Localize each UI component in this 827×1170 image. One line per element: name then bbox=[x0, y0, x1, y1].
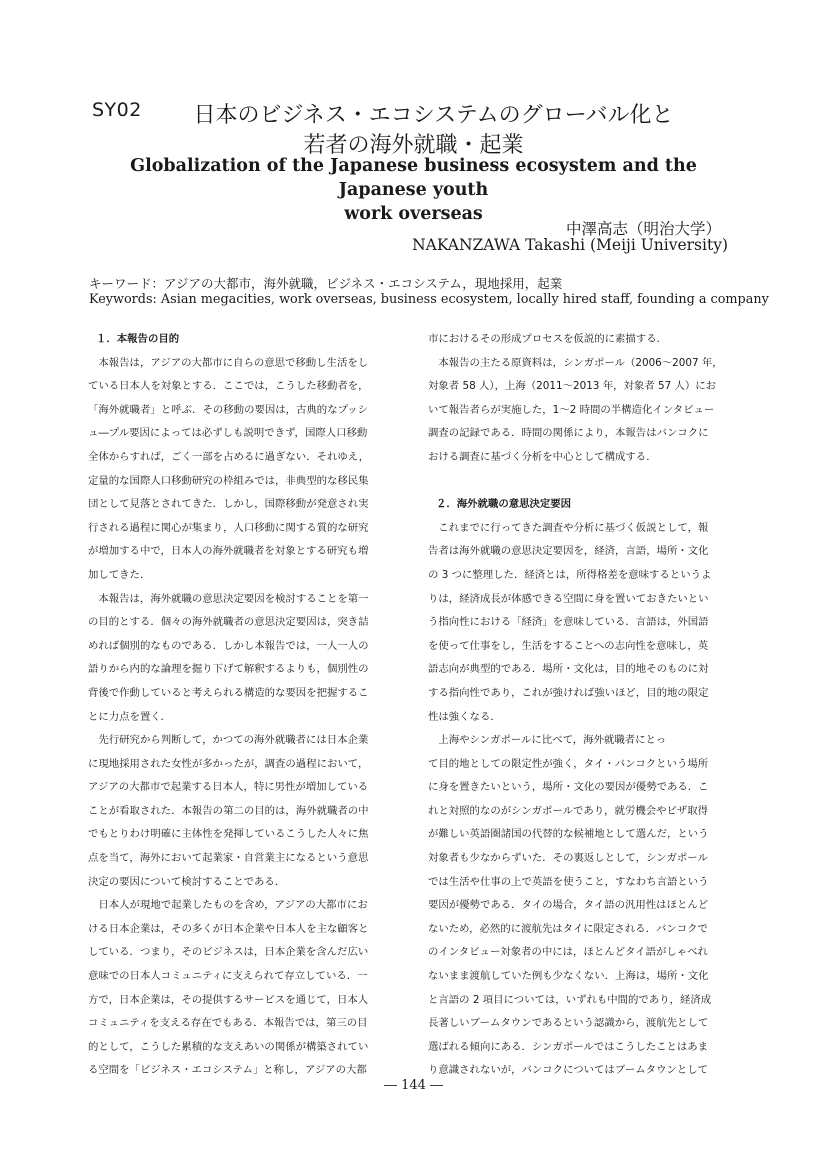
body-text-line: 方で，日本企業は，その提供するサービスを通じて，日本人 bbox=[88, 993, 369, 1006]
body-text-line: 告者は海外就職の意思決定要因を，経済，言語，場所・文化 bbox=[428, 545, 709, 558]
body-text-line: 対象者 58 人），上海（2011～2013 年，対象者 57 人）にお bbox=[428, 380, 717, 393]
body-text-line: 日本人が現地で起業したものを含め，アジアの大都市にお bbox=[88, 899, 368, 912]
body-text-line: する指向性であり，これが強ければ強いほど，目的地の限定 bbox=[428, 686, 709, 699]
section-heading: １．本報告の目的 bbox=[96, 333, 180, 345]
body-text-line: 長著しいブームタウンであるという認識から，渡航先として bbox=[428, 1017, 709, 1030]
paragraph-spacer bbox=[428, 470, 744, 494]
body-text-line: 加してきた． bbox=[88, 568, 151, 581]
body-text-line: ないため，必然的に渡航先はタイに限定される．バンコクで bbox=[428, 922, 708, 935]
body-text-line: ける日本企業は，その多くが日本企業や日本人を主な顧客と bbox=[88, 922, 369, 935]
body-text-line: 語りから内的な論理を掘り下げて解釈するよりも，個別性の bbox=[88, 663, 369, 676]
body-column-left bbox=[88, 328, 404, 1083]
body-text-line: 本報告は，アジアの大都市に自らの意思で移動し生活をし bbox=[88, 356, 369, 369]
body-text-line: て目的地としての限定性が強く，タイ・バンコクという場所 bbox=[428, 757, 709, 770]
body-text-line: アジアの大都市で起業する日本人，特に男性が増加している bbox=[88, 781, 369, 794]
body-text-line: 語志向が典型的である．場所・文化は，目的地そのものに対 bbox=[428, 663, 709, 676]
title-english-line-1: Globalization of the Japanese business ecosystem and the Japanese youth bbox=[130, 156, 697, 200]
body-text-line: が増加する中で，日本人の海外就職者を対象とする研究も増 bbox=[88, 545, 369, 558]
body-text-line: 本報告は，海外就職の意思決定要因を検討することを第一 bbox=[88, 592, 369, 605]
body-text-line: コミュニティを支える存在でもある．本報告では，第三の目 bbox=[88, 1017, 368, 1030]
body-text-line: 先行研究から判断して，かつての海外就職者には日本企業 bbox=[88, 734, 369, 747]
body-text-line: 背後で作動していると考えられる構造的な要因を把握するこ bbox=[88, 686, 369, 699]
body-text-line: 点を当て，海外において起業家・自営業主になるという意思 bbox=[88, 852, 369, 865]
body-text-line: う指向性における「経済」を意味している．言語は，外国語 bbox=[428, 616, 709, 629]
body-text-line: 意味での日本人コミュニティに支えられて存立している．一 bbox=[88, 970, 368, 983]
body-text-line: り意識されないが，バンコクについてはブームタウンとして bbox=[428, 1064, 709, 1077]
keywords-english: Keywords: Asian megacities, work overseas, business ecosystem, locally hired staff, founding a company bbox=[89, 292, 769, 307]
body-text-line: に身を置きたいという，場所・文化の要因が優勢である．こ bbox=[428, 781, 709, 794]
body-text-line: ュ―プル要因によっては必ずしも説明できず，国際人口移動 bbox=[88, 427, 368, 440]
section-heading: ２．海外就職の意思決定要因 bbox=[436, 498, 572, 511]
title-japanese-line-1: 日本のビジネス・エコシステムのグローバル化と bbox=[193, 103, 674, 128]
body-text-line: りは，経済成長が体感できる空間に身を置いておきたいとい bbox=[428, 592, 709, 605]
body-text-line: これまでに行ってきた調査や分析に基づく仮説として，報 bbox=[428, 521, 709, 534]
page-number: ― 144 ― bbox=[383, 1078, 444, 1093]
body-text-line: 調査の記録である．時間の関係により，本報告はバンコクに bbox=[428, 427, 709, 440]
body-text-line: 「海外就職者」と呼ぶ．その移動の要因は，古典的なプッシ bbox=[88, 403, 369, 416]
body-text-line: でもとりわけ明確に主体性を発揮しているこうした人々に焦 bbox=[88, 828, 369, 841]
body-text-line: 的として，こうした累積的な支えあいの関係が構築されてい bbox=[88, 1040, 369, 1053]
author-english: NAKANZAWA Takashi (Meiji University) bbox=[412, 236, 728, 254]
body-text-line: おける調査に基づく分析を中心として構成する． bbox=[428, 450, 657, 463]
body-text-line: る空間を「ビジネス・エコシステム」と称し，アジアの大都 bbox=[88, 1064, 367, 1077]
body-text-line: に現地採用された女性が多かったが，調査の過程において， bbox=[88, 757, 369, 770]
body-text-line: ことが看取された．本報告の第二の目的は，海外就職者の中 bbox=[88, 804, 369, 817]
body-text-line: 定量的な国際人口移動研究の枠組みでは，非典型的な移民集 bbox=[88, 474, 369, 487]
body-text-line: いて報告者らが実施した，1～2 時間の半構造化インタビュー bbox=[428, 403, 715, 416]
title-english bbox=[88, 154, 739, 226]
body-text-line: のインタビュー対象者の中には，ほとんどタイ語がしゃべれ bbox=[428, 946, 708, 959]
body-text-line: と言語の 2 項目については，いずれも中間的であり，経済成 bbox=[428, 993, 712, 1006]
body-text-line: 要因が優勢である．タイの場合，タイ語の汎用性はほとんど bbox=[428, 899, 709, 912]
session-code: SY02 bbox=[92, 99, 142, 121]
body-text-line: 市におけるその形成プロセスを仮説的に素描する． bbox=[428, 333, 667, 345]
body-text-line: を使って仕事をし，生活をすることへの志向性を意味し，英 bbox=[428, 639, 709, 652]
body-column-right bbox=[428, 328, 744, 1083]
body-text-line: している．つまり，そのビジネスは，日本企業を含んだ広い bbox=[88, 946, 369, 959]
body-text-line: 行される過程に関心が集まり，人口移動に関する質的な研究 bbox=[88, 521, 369, 534]
body-text-line: れと対照的なのがシンガポールであり，就労機会やビザ取得 bbox=[428, 804, 709, 817]
body-text-line: めれば個別的なものである．しかし本報告では，一人一人の bbox=[88, 639, 369, 652]
body-text-line: 選ばれる傾向にある．シンガポールではこうしたことはあま bbox=[428, 1040, 709, 1053]
body-text-line: の 3 つに整理した．経済とは，所得格差を意味するというよ bbox=[428, 568, 712, 581]
body-text-line: の目的とする．個々の海外就職者の意思決定要因は，突き詰 bbox=[88, 616, 369, 629]
author-japanese: 中澤高志（明治大学） bbox=[565, 220, 721, 238]
keywords-japanese: キーワード：アジアの大都市，海外就職，ビジネス・エコシステム，現地採用，起業 bbox=[89, 276, 563, 291]
body-text-line: 本報告の主たる原資料は，シンガポール（2006～2007 年， bbox=[428, 356, 723, 369]
body-text-line: 団として見落とされてきた．しかし，国際移動が発意され実 bbox=[88, 498, 369, 511]
body-text-line: 性は強くなる． bbox=[428, 710, 501, 723]
body-text-line: 対象者も少なからずいた．その裏返しとして，シンガポール bbox=[428, 852, 708, 865]
body-text-line: ないまま渡航していた例も少なくない．上海は，場所・文化 bbox=[428, 970, 709, 983]
title-english-line-2: work overseas bbox=[344, 204, 483, 224]
body-text-line: 全体からすれば，ごく一部を占めるに過ぎない．それゆえ， bbox=[88, 450, 370, 463]
body-text-line: では生活や仕事の上で英語を使うこと，すなわち言語という bbox=[428, 875, 709, 888]
body-text-line: ている日本人を対象とする．ここでは，こうした移動者を， bbox=[88, 380, 369, 393]
body-text-line: 決定の要因について検討することである． bbox=[88, 875, 286, 888]
title-japanese-line-2: 若者の海外就職・起業 bbox=[303, 133, 524, 158]
body-text-line: とに力点を置く． bbox=[88, 710, 171, 723]
body-text-line: が難しい英語圏諸国の代替的な候補地として選んだ，という bbox=[428, 828, 709, 841]
body-text-line: 上海やシンガポールに比べて，海外就職者にとっ bbox=[428, 734, 667, 747]
